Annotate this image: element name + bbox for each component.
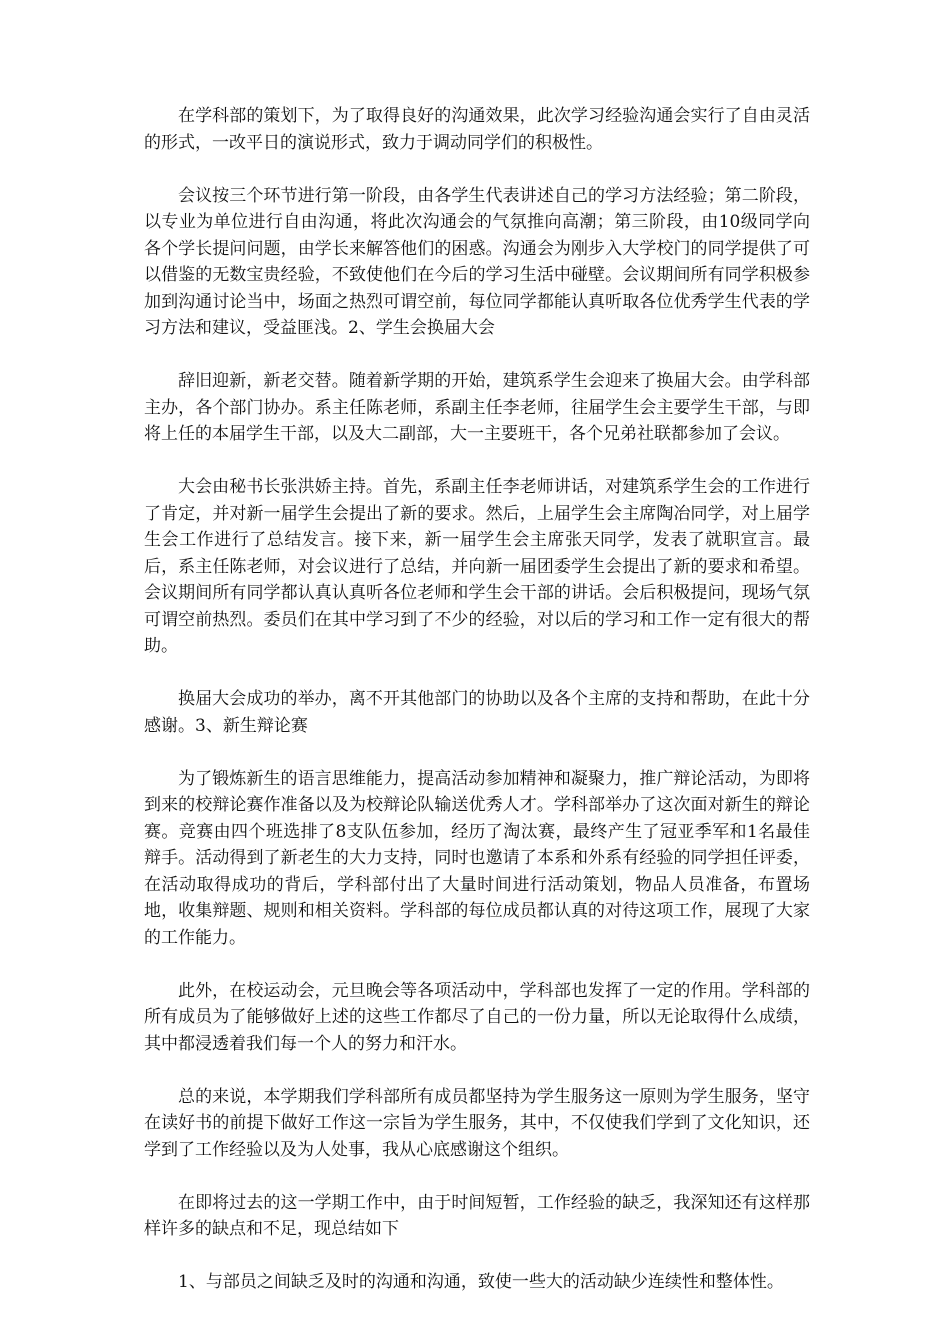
document-page — [144, 103, 810, 1322]
paragraph-2: 会议按三个环节进行第一阶段，由各学生代表讲述自己的学习方法经验；第二阶段，以专业为单位进行自由沟通，将此次沟通会的气氛推向高潮；第三阶段，由10级同学向各个学长提问问题，由学长来解答他们的困惑。沟通会为刚步入大学校门的同学提供了可以借鉴的无数宝贵经验，不致使他们在今后的学习生活中碰壁。会议期间所有同学积极参加到沟通讨论当中，场面之热烈可谓空前，每位同学都能认真听取各位优秀学生代表的学习方法和建议，受益匪浅。2、学生会换届大会 — [144, 185, 810, 338]
paragraph-4: 大会由秘书长张洪娇主持。首先，系副主任李老师讲话，对建筑系学生会的工作进行了肯定，并对新一届学生会提出了新的要求。然后，上届学生会主席陶冶同学，对上届学生会工作进行了总结发言。接下来，新一届学生会主席张天同学，发表了就职宣言。最后，系主任陈老师，对会议进行了总结，并向新一届团委学生会提出了新的要求和希望。会议期间所有同学都认真认真听各位老师和学生会干部的讲话。会后积极提问，现场气氛可谓空前热烈。委员们在其中学习到了不少的经验，对以后的学习和工作一定有很大的帮助。 — [144, 477, 810, 656]
paragraph-3: 辞旧迎新，新老交替。随着新学期的开始，建筑系学生会迎来了换届大会。由学科部主办，各个部门协办。系主任陈老师，系副主任李老师，往届学生会主要学生干部，与即将上任的本届学生干部，以及大二副部，大一主要班干，各个兄弟社联都参加了会议。 — [144, 371, 810, 444]
paragraph-10: 1、与部员之间缺乏及时的沟通和沟通，致使一些大的活动缺少连续性和整体性。 — [178, 1272, 784, 1292]
paragraph-7: 此外，在校运动会，元旦晚会等各项活动中，学科部也发挥了一定的作用。学科部的所有成员为了能够做好上述的这些工作都尽了自己的一份力量，所以无论取得什么成绩，其中都浸透着我们每一个人的努力和汗水。 — [144, 980, 810, 1054]
paragraph-9: 在即将过去的这一学期工作中，由于时间短暂，工作经验的缺乏，我深知还有这样那样许多的缺点和不足，现总结如下 — [144, 1192, 810, 1239]
paragraph-5: 换届大会成功的举办，离不开其他部门的协助以及各个主席的支持和帮助，在此十分感谢。3、新生辩论赛 — [144, 689, 810, 736]
paragraph-8: 总的来说，本学期我们学科部所有成员都坚持为学生服务这一原则为学生服务，坚守在读好书的前提下做好工作这一宗旨为学生服务，其中，不仅使我们学到了文化知识，还学到了工作经验以及为人处事，我从心底感谢这个组织。 — [144, 1086, 810, 1160]
paragraph-6: 为了锻炼新生的语言思维能力，提高活动参加精神和凝聚力，推广辩论活动，为即将到来的校辩论赛作准备以及为校辩论队输送优秀人才。学科部举办了这次面对新生的辩论赛。竞赛由四个班选排了8支队伍参加，经历了淘汰赛，最终产生了冠亚季军和1名最佳辩手。活动得到了新老生的大力支持，同时也邀请了本系和外系有经验的同学担任评委，在活动取得成功的背后，学科部付出了大量时间进行活动策划，物品人员准备，布置场地，收集辩题、规则和相关资料。学科部的每位成员都认真的对待这项工作，展现了大家的工作能力。 — [144, 768, 810, 948]
paragraph-1: 在学科部的策划下，为了取得良好的沟通效果，此次学习经验沟通会实行了自由灵活的形式，一改平日的演说形式，致力于调动同学们的积极性。 — [144, 106, 810, 153]
